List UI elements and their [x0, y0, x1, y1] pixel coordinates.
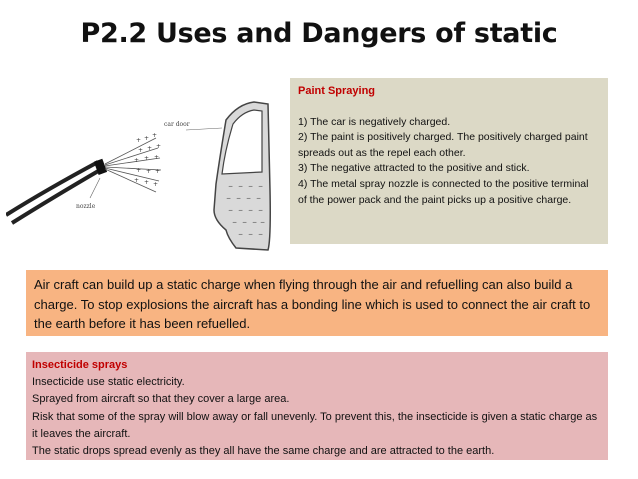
paint-spraying-line: 1) The car is negatively charged. [298, 115, 451, 128]
svg-text:−: − [238, 207, 244, 214]
svg-text:+: + [156, 143, 162, 150]
svg-text:−: − [258, 231, 264, 238]
svg-text:+: + [138, 147, 144, 154]
svg-text:+: + [146, 168, 152, 175]
insecticide-line: Insecticide use static electricity. [32, 376, 185, 389]
aircraft-box [26, 270, 608, 336]
nozzle-label: nozzle [76, 203, 96, 210]
svg-text:+: + [152, 132, 158, 139]
svg-text:+: + [144, 135, 150, 142]
paint-spraying-line: 4) The metal spray nozzle is connected to the positive terminal of the power pack and the paint picks up a positive charge. [298, 177, 589, 206]
svg-text:+: + [144, 155, 150, 162]
car-door [214, 102, 270, 250]
insecticide-heading: Insecticide sprays [32, 359, 128, 371]
svg-text:+: + [136, 137, 142, 144]
slide-title: P2.2 Uses and Dangers of static [80, 18, 558, 49]
svg-text:−: − [236, 195, 242, 202]
car-door-label: car door [164, 121, 190, 128]
svg-text:+: + [134, 177, 140, 184]
svg-text:−: − [242, 219, 248, 226]
aircraft-text: Air craft can build up a static charge when flying through the air and refuelling can also build a charge. To stop explosions the aircraft has a bonding line which is used to connect the air craft to the earth before it has been refuelled. [34, 277, 591, 332]
svg-text:−: − [226, 195, 232, 202]
svg-text:+: + [147, 145, 153, 152]
svg-text:−: − [258, 183, 264, 190]
svg-text:−: − [260, 219, 266, 226]
svg-text:+: + [144, 179, 150, 186]
spray-hose [6, 162, 100, 223]
paint-spraying-diagram [6, 80, 286, 265]
svg-text:+: + [154, 154, 160, 161]
svg-text:+: + [136, 167, 142, 174]
svg-text:+: + [155, 168, 161, 175]
insecticide-line: The static drops spread evenly as they all have the same charge and are attracted to the earth. [32, 445, 495, 458]
svg-text:−: − [258, 207, 264, 214]
nozzle-leader [90, 178, 100, 198]
insecticide-line: Sprayed from aircraft so that they cover a large area. [32, 393, 290, 406]
paint-spraying-heading: Paint Spraying [298, 85, 376, 97]
svg-text:+: + [134, 157, 140, 164]
svg-text:−: − [248, 231, 254, 238]
svg-text:−: − [238, 183, 244, 190]
svg-text:−: − [246, 195, 252, 202]
svg-text:−: − [252, 219, 258, 226]
svg-text:−: − [248, 183, 254, 190]
paint-spraying-line: 2) The paint is positively charged. The positively charged paint spreads out as the repel each other. [298, 131, 588, 159]
paint-spraying-line: 3) The negative attracted to the positive and stick. [298, 162, 530, 175]
svg-text:−: − [248, 207, 254, 214]
svg-text:−: − [228, 207, 234, 214]
svg-text:+: + [153, 181, 159, 188]
car-door-leader [186, 128, 222, 130]
positive-charges [134, 132, 161, 188]
svg-text:−: − [232, 219, 238, 226]
paint-spraying-box [290, 78, 608, 244]
svg-text:−: − [256, 195, 262, 202]
svg-text:−: − [238, 231, 244, 238]
insecticide-box [26, 352, 608, 460]
svg-text:−: − [228, 183, 234, 190]
insecticide-line: Risk that some of the spray will blow away or fall unevenly. To prevent this, the insecticide is given a static charge as it leaves the aircraft. [32, 410, 598, 440]
